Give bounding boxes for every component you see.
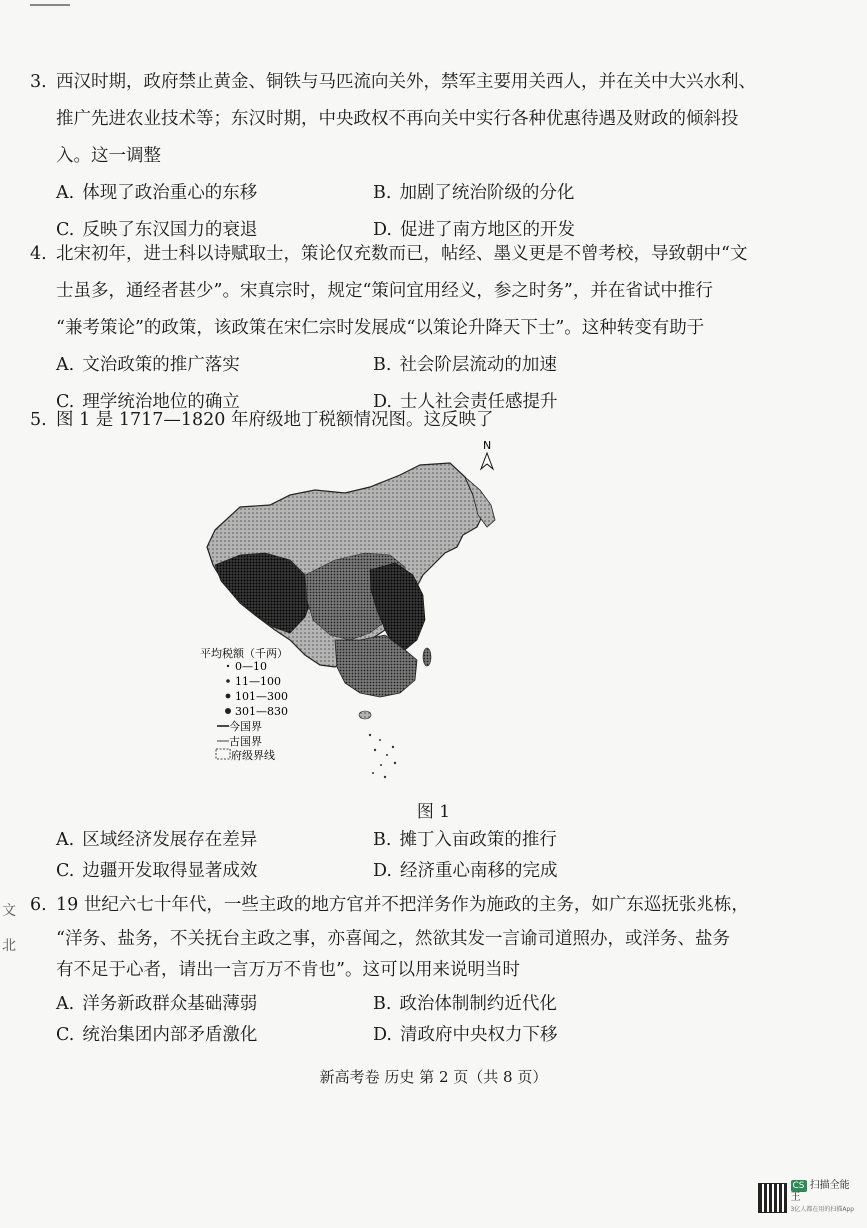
- edge-mark: 北: [2, 938, 16, 954]
- legend-dot-icon: [225, 708, 231, 714]
- scan-top-mark: [30, 4, 70, 6]
- question-stem: [30, 64, 840, 101]
- stem-line: 北宋初年，进士科以诗赋取士，策论仅充数而已，帖经、墨义更是不曾考校，导致朝中“文: [56, 244, 748, 264]
- option-text: 洋务新政群众基础薄弱: [82, 994, 258, 1014]
- stem-line: “洋务、盐务，不关抚台主政之事，亦喜闻之，然欲其发一言谕司道照办，或洋务、盐务: [56, 929, 730, 949]
- option-b[interactable]: [373, 175, 574, 212]
- stem-line: “兼考策论”的政策，该政策在宋仁宗时发展成“以策论升降天下士”。这种转变有助于: [56, 318, 705, 338]
- legend-item: 0—10: [235, 660, 267, 673]
- option-text: 士人社会责任感提升: [399, 392, 558, 412]
- legend-line-item: 古国界: [229, 735, 262, 748]
- option-text: 经济重心南移的完成: [399, 861, 558, 881]
- scanner-badge[interactable]: [758, 1180, 856, 1216]
- option-text: 反映了东汉国力的衰退: [82, 220, 258, 240]
- option-letter: D.: [373, 1025, 392, 1045]
- legend-line-item: 府级界线: [231, 749, 275, 762]
- stem-line: 入。这一调整: [56, 146, 161, 166]
- option-b[interactable]: [373, 347, 557, 384]
- map-island-hainan: [359, 711, 371, 719]
- options-row: [30, 1017, 840, 1048]
- option-text: 促进了南方地区的开发: [399, 220, 575, 240]
- legend-title: 平均税额（千两）: [200, 647, 288, 660]
- figure-caption: 图 1: [416, 802, 451, 822]
- legend-item: 301—830: [235, 705, 288, 718]
- scanner-text: [791, 1180, 857, 1216]
- legend-box-icon: [216, 749, 230, 759]
- option-d[interactable]: [373, 853, 557, 890]
- option-text: 体现了政治重心的东移: [82, 183, 258, 203]
- scanner-name: 扫描全能王: [790, 1180, 850, 1203]
- options-row: [30, 175, 840, 212]
- option-a[interactable]: [56, 175, 257, 212]
- options-row: [30, 986, 840, 1017]
- legend-item: 101—300: [235, 690, 288, 703]
- options-row: [30, 853, 840, 890]
- question-number: 5.: [30, 410, 47, 430]
- scanner-tagline: 3亿人都在用的扫描App: [790, 1206, 855, 1213]
- option-text: 文治政策的推广落实: [82, 355, 240, 375]
- options-row: [30, 347, 840, 384]
- stem-line: 西汉时期，政府禁止黄金、铜铁与马匹流向关外，禁军主要用关西人，并在关中大兴水利、: [56, 72, 756, 92]
- question-number: 6.: [30, 895, 47, 915]
- legend-dot-icon: [227, 665, 229, 667]
- option-text: 社会阶层流动的加速: [399, 355, 557, 375]
- question-number: 3.: [30, 72, 47, 92]
- option-letter: C.: [56, 392, 75, 412]
- question-5: [30, 402, 840, 439]
- option-letter: C.: [56, 220, 75, 240]
- legend-item: 11—100: [235, 675, 281, 688]
- north-arrow-icon: [481, 453, 493, 469]
- edge-mark: 文: [2, 903, 16, 919]
- question-6: [30, 887, 840, 1048]
- option-letter: C.: [56, 1025, 75, 1045]
- option-text: 政治体制制约近代化: [399, 994, 557, 1014]
- question-number: 4.: [30, 244, 47, 264]
- question-stem: [30, 887, 840, 924]
- option-d[interactable]: [373, 1017, 557, 1054]
- stem-line: 士虽多，通经者甚少”。宋真宗时，规定“策问宜用经义，参之时务”，并在省试中推行: [56, 281, 713, 301]
- option-letter: B.: [373, 183, 392, 203]
- legend-dot-icon: [226, 679, 230, 683]
- map-south-sea-islands: [369, 734, 396, 778]
- option-text: 理学统治地位的确立: [82, 392, 240, 412]
- question-stem: [30, 236, 840, 273]
- legend-dot-icon: [226, 694, 231, 699]
- north-label: N: [483, 439, 492, 452]
- option-text: 清政府中央权力下移: [399, 1025, 558, 1045]
- map-island-taiwan: [423, 648, 431, 666]
- question-5-options: [30, 822, 840, 890]
- options-row: [30, 822, 840, 853]
- option-a[interactable]: [56, 347, 240, 384]
- north-arrow: [481, 439, 493, 469]
- option-letter: C.: [56, 861, 75, 881]
- question-4: [30, 236, 840, 421]
- map-legend: [200, 646, 288, 762]
- option-letter: A.: [56, 355, 75, 375]
- option-text: 统治集团内部矛盾激化: [82, 1025, 258, 1045]
- option-c[interactable]: [56, 853, 257, 890]
- option-letter: D.: [373, 392, 392, 412]
- stem-line: 图 1 是 1717—1820 年府级地丁税额情况图。这反映了: [56, 410, 494, 430]
- option-letter: A.: [56, 830, 75, 850]
- question-stem: [30, 402, 840, 439]
- option-letter: B.: [373, 994, 392, 1014]
- option-letter: D.: [373, 861, 392, 881]
- option-text: 加剧了统治阶级的分化: [399, 183, 575, 203]
- scanner-logo: CS: [792, 1181, 805, 1191]
- question-3: [30, 64, 840, 249]
- option-letter: A.: [56, 994, 75, 1014]
- stem-line: 19 世纪六七十年代，一些主政的地方官并不把洋务作为施政的主务，如广东巡抚张兆栋，: [56, 895, 749, 915]
- option-letter: D.: [373, 220, 392, 240]
- page-footer: 新高考卷 历史 第 2 页（共 8 页）: [319, 1068, 548, 1086]
- qr-code-icon: [758, 1183, 787, 1213]
- option-letter: B.: [373, 830, 392, 850]
- option-text: 边疆开发取得显著成效: [82, 861, 258, 881]
- option-c[interactable]: [56, 1017, 257, 1054]
- legend-line-item: 今国界: [229, 720, 262, 733]
- qing-tax-map: [195, 435, 515, 785]
- option-letter: B.: [373, 355, 392, 375]
- stem-line: 推广先进农业技术等；东汉时期，中央政权不再向关中实行各种优惠待遇及财政的倾斜投: [56, 109, 739, 129]
- option-text: 摊丁入亩政策的推行: [399, 830, 557, 850]
- option-text: 区域经济发展存在差异: [82, 830, 258, 850]
- option-letter: A.: [56, 183, 75, 203]
- stem-line: 有不足于心者，请出一言万万不肯也”。这可以用来说明当时: [56, 960, 520, 980]
